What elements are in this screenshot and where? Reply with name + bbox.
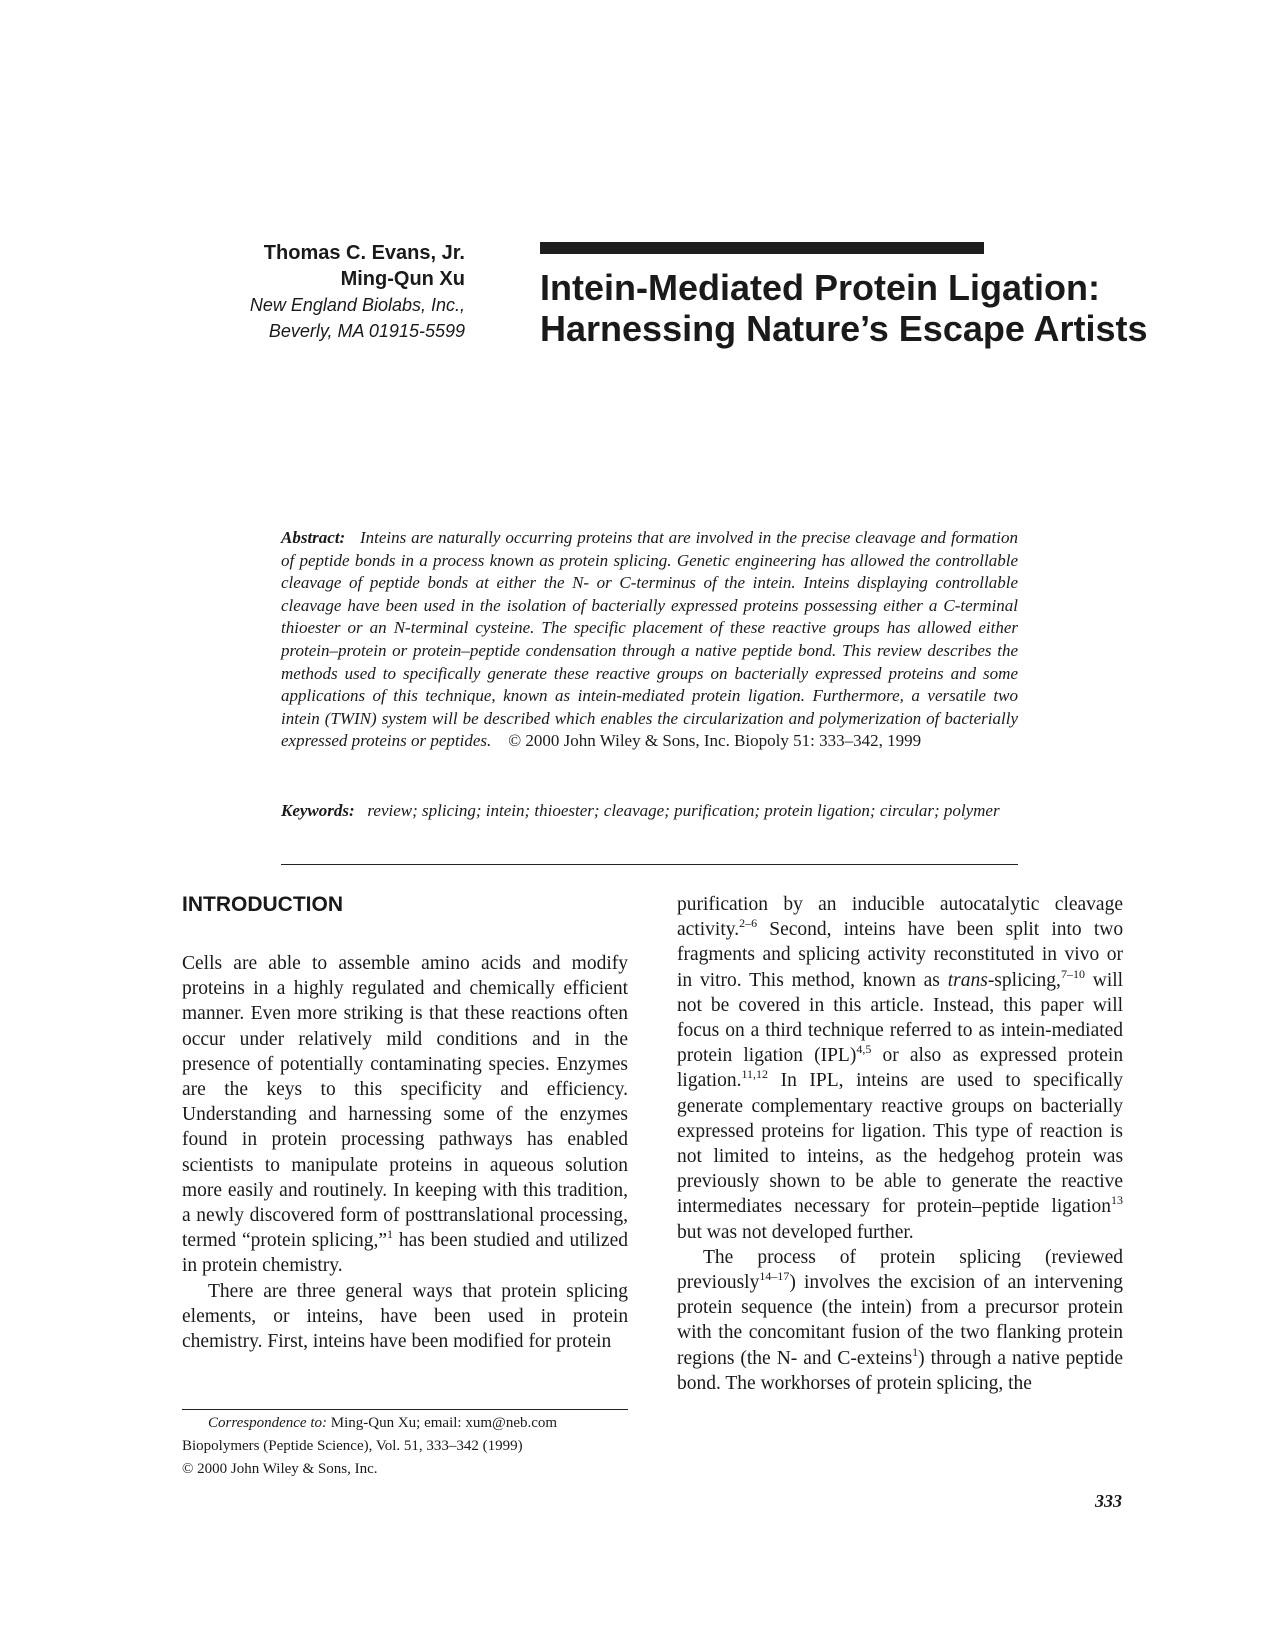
- text-run: ligation: [743, 1045, 803, 1067]
- text-run: [256, 1306, 273, 1327]
- text-run: vivo: [1064, 944, 1100, 966]
- text-run: In: [780, 1070, 797, 1092]
- text-run: [941, 1045, 952, 1066]
- author-name: Ming-Qun Xu: [340, 268, 465, 290]
- text-run: ligation.: [677, 1070, 742, 1092]
- text-run: [1084, 995, 1093, 1016]
- footnote-divider: [182, 1409, 628, 1410]
- text-run: [1014, 1146, 1026, 1167]
- citation-ref: 7–10: [1060, 966, 1085, 981]
- text-run: been: [411, 1331, 449, 1353]
- affiliation-line: Beverly, MA 01915-5599: [268, 321, 465, 341]
- text-run: for: [528, 1331, 552, 1353]
- text-run: protein: [1025, 1146, 1082, 1168]
- text-run: [1039, 894, 1054, 915]
- text-run: that: [462, 1280, 492, 1302]
- text-run: into: [1051, 919, 1082, 941]
- text-run: [926, 944, 934, 965]
- text-run: [782, 1196, 794, 1217]
- text-run: protein: [677, 1045, 733, 1067]
- text-run: [940, 970, 948, 991]
- text-run: autocatalytic: [939, 894, 1040, 915]
- text-run: of: [1016, 1120, 1033, 1142]
- text-run: [994, 995, 1003, 1016]
- text-run: [524, 1306, 541, 1327]
- text-run: [945, 1070, 958, 1091]
- text-run: or: [1106, 944, 1124, 966]
- citation-ref: 4,5: [856, 1042, 872, 1057]
- text-run: reactive: [881, 1095, 943, 1117]
- text-run: [916, 1171, 926, 1192]
- text-run: -splicing,: [987, 969, 1061, 991]
- text-run: used: [487, 1305, 524, 1327]
- text-run: [769, 1146, 781, 1167]
- text-run: necessary: [794, 1196, 870, 1218]
- text-run: ways: [412, 1280, 453, 1302]
- text-run: IPL,: [809, 1070, 844, 1092]
- text-run: [905, 1196, 917, 1217]
- keywords: [281, 799, 1018, 822]
- text-run: [556, 1306, 573, 1327]
- text-run: [729, 995, 738, 1016]
- text-run: inteins: [856, 1070, 909, 1092]
- text-run: complementary: [751, 1095, 873, 1117]
- title-rule-bar: [540, 242, 984, 254]
- text-run: ) through a native peptide bond. The workhorses of protein splicing, the: [677, 1347, 1123, 1394]
- text-run: [557, 1281, 567, 1302]
- text-run: ligation: [1051, 1196, 1111, 1218]
- abstract-text: Inteins are naturally occurring proteins that are involved in the precise cleavage and formation of peptide bonds in a process known as protein splicing. Genetic engineering has allowed the controllable cleavage of peptide bonds at either the N- or C-terminus of the intein. Inteins displaying controllable cleavage have been used in the isolation of bacterially expressed proteins possessing either a C-terminal thioester or an N-terminal cysteine. The specific placement of these reactive groups has allowed either protein–protein or protein–peptide condensation through a native peptide bond. This review describes the methods used to specifically generate these reactive groups on bacterially expressed proteins and some applications of this technique, known as intein-mediated protein ligation. Furthermore, a versatile two intein (TWIN) system will be described which enables the circularization and polymerization of bacterially expressed proteins or peptides.: [281, 528, 1019, 751]
- text-run: the: [903, 1146, 928, 1168]
- text-run: [1032, 1096, 1040, 1117]
- text-run: inteins,: [306, 1305, 364, 1327]
- text-run: covered: [738, 994, 801, 1016]
- text-run: three: [296, 1280, 336, 1302]
- text-run: [1099, 944, 1107, 965]
- paragraph: [677, 892, 1123, 1245]
- text-run: the: [1027, 1171, 1052, 1193]
- affiliation-line: New England Biolabs, Inc.,: [249, 295, 465, 315]
- text-run: in: [809, 994, 825, 1016]
- text-run: [800, 995, 809, 1016]
- text-run: [824, 995, 833, 1016]
- text-run: split: [1005, 919, 1040, 941]
- text-run: [924, 995, 933, 1016]
- text-run: [854, 1121, 861, 1142]
- citation-ref: 1: [912, 1344, 919, 1359]
- text-run: [336, 1281, 346, 1302]
- text-run: [692, 970, 700, 991]
- text-run: modified: [453, 1331, 524, 1353]
- text-run: article.: [870, 994, 924, 1016]
- text-run: [363, 1306, 380, 1327]
- text-run: cleavage: [1054, 894, 1123, 915]
- text-run: [941, 1171, 951, 1192]
- text-run: [803, 1045, 814, 1066]
- correspondence-line: [182, 1412, 652, 1435]
- text-run: used: [957, 1070, 993, 1092]
- text-run: groups: [951, 1095, 1005, 1117]
- abstract-citation: © 2000 John Wiley & Sons, Inc. Biopoly 51: 333–342, 1999: [508, 731, 922, 751]
- citation-ref: 1: [387, 1227, 393, 1242]
- text-run: have: [369, 1331, 407, 1353]
- text-run: [1034, 944, 1042, 965]
- text-run: proteins: [761, 1120, 825, 1142]
- text-run: as: [923, 969, 940, 991]
- keywords-label: Keywords:: [281, 801, 355, 820]
- text-run: to: [780, 1146, 796, 1168]
- text-run: [1082, 919, 1094, 940]
- text-run: [768, 894, 783, 915]
- text-run: have: [380, 1305, 418, 1327]
- text-run: as: [875, 1146, 892, 1168]
- text-run: First,: [267, 1331, 309, 1353]
- text-run: third: [765, 1020, 803, 1042]
- text-run: for: [831, 1120, 855, 1142]
- text-run: Instead,: [933, 994, 995, 1016]
- text-run: be: [855, 1171, 874, 1193]
- text-run: [1039, 919, 1051, 940]
- text-run: expressed: [677, 1120, 754, 1142]
- text-run: expressed: [979, 1045, 1057, 1067]
- text-run: [916, 970, 924, 991]
- text-run: type: [975, 1120, 1009, 1142]
- text-run: [1103, 1121, 1110, 1142]
- text-run: [1039, 1196, 1051, 1217]
- text-run: [969, 1045, 980, 1066]
- text-run: protein–peptide: [916, 1196, 1040, 1218]
- text-run: [845, 1171, 855, 1192]
- text-run: [492, 1281, 502, 1302]
- text-run: [837, 894, 852, 915]
- text-run: [924, 894, 939, 915]
- text-run: protein: [1067, 1045, 1124, 1067]
- text-run: [759, 1171, 769, 1192]
- text-run: [927, 1146, 939, 1167]
- text-run: not: [677, 994, 702, 1016]
- correspondence-label: Correspondence to:: [208, 1415, 328, 1431]
- text-run: ) involves the excision of an intervening protein sequence (the intein) from a precursor protein with the concomitant fusion of the two flanking protein regions (the N- and C-exteins: [677, 1272, 1123, 1369]
- text-run: [844, 1070, 857, 1091]
- text-run: are: [920, 1070, 945, 1092]
- text-run: method,: [791, 969, 855, 991]
- text-run: limited: [713, 1146, 769, 1168]
- text-run: this: [833, 994, 862, 1016]
- text-run: [403, 1281, 413, 1302]
- text-run: [870, 1196, 882, 1217]
- text-run: [860, 944, 868, 965]
- text-run: [1057, 944, 1065, 965]
- text-run: an: [818, 894, 837, 915]
- text-run: was: [1092, 1146, 1124, 1168]
- text-run: [803, 894, 818, 915]
- section-heading: INTRODUCTION: [182, 893, 343, 916]
- text-run: intein-mediated: [1000, 1020, 1124, 1042]
- text-run: but: [677, 1221, 702, 1243]
- text-run: general: [345, 1280, 403, 1302]
- text-run: [755, 944, 763, 965]
- text-run: [1081, 1146, 1093, 1167]
- text-run: reaction: [1039, 1120, 1103, 1142]
- text-run: or: [273, 1305, 290, 1327]
- text-run: splicing: [798, 944, 860, 966]
- text-run: [702, 1146, 714, 1167]
- text-run: [873, 1096, 881, 1117]
- text-run: This: [933, 1120, 968, 1142]
- text-run: for: [882, 1196, 905, 1218]
- citation-ref: 2–6: [739, 916, 758, 931]
- text-run: generate: [677, 1095, 744, 1117]
- page-number: 333: [1095, 1491, 1122, 1511]
- text-run: not: [742, 1221, 767, 1243]
- citation-ref: 14–17: [759, 1269, 790, 1284]
- text-run: to: [830, 1171, 846, 1193]
- text-run: vitro.: [699, 969, 742, 991]
- text-run: activity.: [677, 919, 740, 941]
- text-run: and: [762, 944, 791, 966]
- text-run: be: [710, 994, 730, 1016]
- text-run: protein: [556, 1331, 612, 1353]
- text-run: [855, 970, 863, 991]
- text-run: inducible: [851, 894, 925, 915]
- paragraph: [182, 951, 628, 1279]
- text-run: or: [882, 1045, 899, 1067]
- text-run: [1032, 1121, 1039, 1142]
- text-run: by: [783, 894, 803, 915]
- author-block: [150, 240, 465, 344]
- text-run: [896, 919, 908, 940]
- text-run: [287, 1281, 297, 1302]
- text-run: not: [677, 1146, 702, 1168]
- text-run: [1057, 1045, 1068, 1066]
- italic-term: trans: [947, 969, 988, 991]
- text-run: in: [540, 1305, 556, 1327]
- text-run: bacterially: [1040, 1095, 1124, 1117]
- text-run: further.: [856, 1221, 914, 1243]
- text-run: [417, 1306, 434, 1327]
- text-run: [453, 1281, 463, 1302]
- text-run: on: [725, 1020, 745, 1042]
- text-run: [871, 1045, 882, 1066]
- text-run: also: [909, 1045, 942, 1067]
- citation-ref: 13: [1111, 1193, 1123, 1208]
- paper-title: Intein-Mediated Protein Ligation: Harnessing Nature’s Escape Artists: [540, 267, 1148, 349]
- text-run: [993, 1070, 1006, 1091]
- copyright-line: © 2000 John Wiley & Sons, Inc.: [182, 1461, 378, 1477]
- text-run: reconstituted: [933, 944, 1035, 966]
- text-run: was: [706, 1221, 738, 1243]
- text-run: fragments: [677, 944, 755, 966]
- text-run: [797, 1070, 810, 1091]
- text-run: [1021, 1070, 1034, 1091]
- citation-ref: 11,12: [741, 1067, 769, 1082]
- text-run: activity: [867, 944, 927, 966]
- text-run: [820, 1171, 830, 1192]
- journal-line: Biopolymers (Peptide Science), Vol. 51, 333–342 (1999): [182, 1438, 523, 1454]
- right-column: [677, 892, 1123, 1396]
- text-run: will: [1092, 994, 1124, 1016]
- text-run: able: [883, 1171, 917, 1193]
- text-run: specifically: [1033, 1070, 1124, 1092]
- text-run: been: [956, 919, 994, 941]
- text-run: referred: [889, 1020, 952, 1042]
- text-run: [824, 1121, 831, 1142]
- text-run: will: [1092, 969, 1124, 991]
- text-run: This: [749, 969, 784, 991]
- text-run: previously: [677, 1171, 760, 1193]
- text-run: in: [677, 969, 693, 991]
- text-run: [832, 919, 844, 940]
- author-name: Thomas C. Evans, Jr.: [263, 242, 465, 264]
- paragraph: [182, 1279, 628, 1355]
- text-run: to: [1005, 1070, 1021, 1092]
- text-run: paper: [1040, 994, 1084, 1016]
- text-run: to: [957, 1020, 973, 1042]
- text-run: generate: [951, 1171, 1018, 1193]
- text-run: reactive: [1061, 1171, 1124, 1193]
- text-run: inteins: [843, 919, 896, 941]
- text-run: [892, 1146, 904, 1167]
- abstract-divider: [281, 864, 1018, 865]
- abstract: [281, 527, 1018, 753]
- text-run: hedgehog: [938, 1146, 1015, 1168]
- text-run: technique: [808, 1020, 884, 1042]
- text-run: [253, 1281, 263, 1302]
- text-run: [768, 1070, 781, 1091]
- text-run: is: [1110, 1120, 1124, 1142]
- text-run: purification: [677, 894, 768, 915]
- text-run: as: [952, 1045, 969, 1067]
- left-column: [182, 880, 628, 1354]
- text-run: [874, 1171, 884, 1192]
- text-run: [757, 919, 769, 940]
- text-run: intermediates: [677, 1196, 783, 1218]
- text-run: [1004, 1096, 1012, 1117]
- text-run: elements,: [182, 1305, 257, 1327]
- text-run: have: [907, 919, 945, 941]
- text-run: [899, 1045, 910, 1066]
- keywords-text: review; splicing; intein; thioester; cleavage; purification; protein ligation; circular; polymer: [367, 801, 1000, 820]
- text-run: [702, 995, 711, 1016]
- text-run: on: [1012, 1095, 1033, 1117]
- text-run: as: [978, 1020, 995, 1042]
- text-run: focus: [677, 1020, 720, 1042]
- text-run: shown: [769, 1171, 821, 1193]
- text-run: inteins: [312, 1331, 365, 1353]
- text-run: protein: [572, 1305, 629, 1327]
- text-run: a: [750, 1020, 760, 1042]
- text-run: this: [1003, 994, 1032, 1016]
- abstract-label: Abstract:: [281, 528, 346, 547]
- text-run: protein: [501, 1280, 557, 1302]
- text-run: to: [926, 1171, 942, 1193]
- text-run: [784, 970, 792, 991]
- text-run: in: [1041, 944, 1057, 966]
- text-run: splicing: [566, 1280, 628, 1302]
- text-run: [945, 919, 957, 940]
- paragraph: [677, 1245, 1123, 1396]
- text-run: There: [208, 1280, 254, 1302]
- text-run: [742, 970, 749, 991]
- text-run: has been studied and utilized in protein chemistry.: [182, 1230, 628, 1277]
- text-run: [908, 1070, 921, 1091]
- footnotes: [182, 1412, 652, 1481]
- correspondence-text: Ming-Qun Xu; email: xum@neb.com: [327, 1415, 558, 1431]
- text-run: two: [1093, 919, 1124, 941]
- text-run: (IPL): [814, 1045, 857, 1067]
- text-run: Cells are able to assemble amino acids and modify proteins in a highly regulated and chemically efficient manner. Even more striking is that these reactions often occur under relatively mild conditions and in the presence of potentially contaminating species. Enzymes are the keys to this specificity and efficiency. Understanding and harnessing some of the enzymes found in protein processing pathways has enabled scientists to manipulate proteins in aqueous solution more easily and routinely. In keeping with this tradition, a newly discovered form of posttranslational processing, termed “protein splicing,”: [182, 953, 628, 1252]
- text-run: [289, 1306, 306, 1327]
- text-run: [1018, 1171, 1028, 1192]
- text-run: [864, 1146, 876, 1167]
- text-run: [1085, 970, 1093, 991]
- text-run: The process of protein splicing (reviewed previously: [677, 1246, 1123, 1294]
- text-run: been: [434, 1305, 471, 1327]
- text-run: [1051, 1171, 1061, 1192]
- text-run: chemistry.: [182, 1331, 263, 1353]
- text-run: developed: [771, 1221, 852, 1243]
- text-run: [471, 1306, 488, 1327]
- text-run: [795, 1146, 807, 1167]
- text-run: known: [862, 969, 916, 991]
- text-run: are: [263, 1280, 287, 1302]
- text-run: ligation.: [861, 1120, 927, 1142]
- text-run: Second,: [769, 919, 832, 941]
- text-run: [732, 1045, 743, 1066]
- text-run: inteins,: [806, 1146, 864, 1168]
- text-run: [994, 919, 1006, 940]
